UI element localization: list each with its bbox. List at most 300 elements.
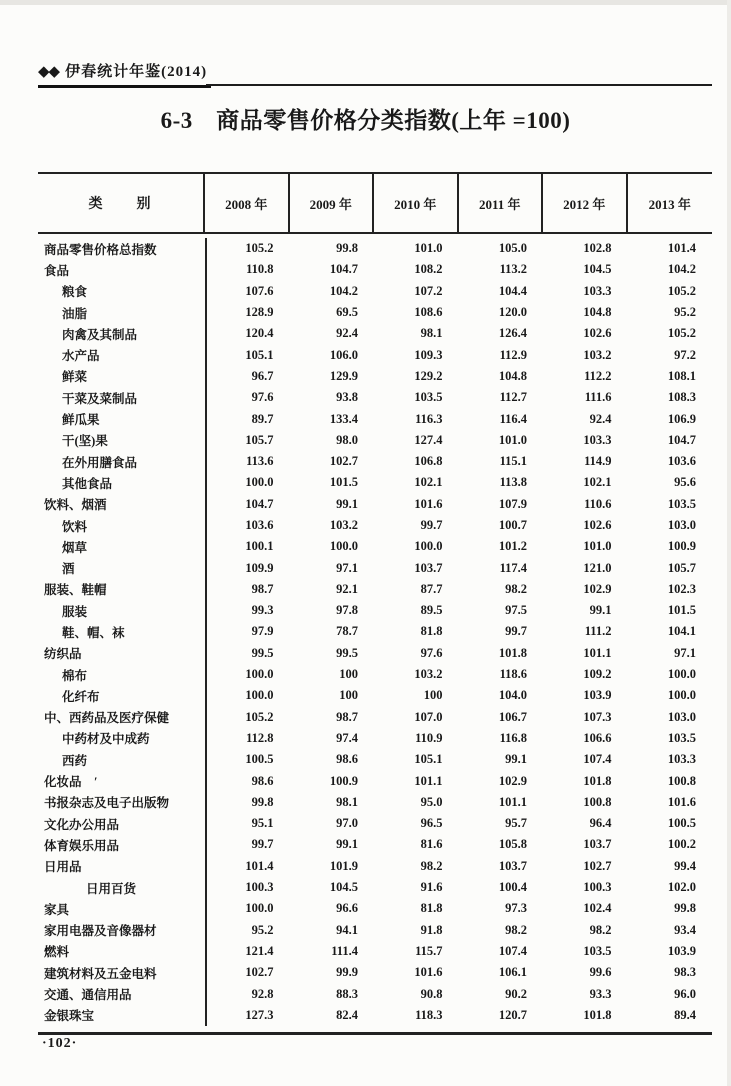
row-value: 104.0 bbox=[498, 688, 527, 703]
row-value: 97.5 bbox=[505, 603, 527, 618]
row-label: 纺织品 bbox=[44, 647, 82, 662]
row-value: 102.7 bbox=[205, 962, 290, 983]
row-label: 鲜瓜果 bbox=[62, 413, 100, 428]
table-row bbox=[38, 1005, 712, 1026]
row-value: 102.6 bbox=[583, 326, 612, 341]
row-value: 111.6 bbox=[584, 390, 612, 405]
row-value: 104.7 bbox=[205, 494, 290, 515]
row-value: 97.4 bbox=[336, 730, 358, 745]
row-value: 109.3 bbox=[414, 347, 443, 362]
header-category: 类 别 bbox=[38, 174, 205, 232]
row-value: 100.8 bbox=[583, 794, 612, 809]
row-value: 99.1 bbox=[336, 496, 358, 511]
row-value: 103.0 bbox=[667, 709, 696, 724]
table-row bbox=[38, 856, 712, 877]
row-value: 111.4 bbox=[331, 943, 358, 958]
running-head-text bbox=[38, 60, 211, 88]
row-value: 99.7 bbox=[420, 518, 443, 532]
row-label: 其他食品 bbox=[62, 476, 113, 491]
row-value: 118.3 bbox=[415, 1007, 443, 1022]
row-label: 鞋、帽、袜 bbox=[62, 625, 125, 640]
row-value: 107.4 bbox=[498, 943, 527, 958]
row-value: 103.3 bbox=[667, 752, 696, 767]
row-value: 105.7 bbox=[205, 430, 290, 451]
header-year-2010: 2010 年 bbox=[374, 174, 459, 232]
row-value: 102.3 bbox=[667, 581, 696, 596]
running-head bbox=[38, 60, 712, 86]
header-year-2011: 2011 年 bbox=[459, 174, 544, 232]
row-value: 100.4 bbox=[498, 880, 527, 895]
row-value: 103.5 bbox=[414, 390, 443, 405]
table-row bbox=[38, 664, 712, 685]
row-value: 107.0 bbox=[414, 709, 443, 724]
row-value: 102.4 bbox=[583, 901, 612, 916]
row-value: 98.7 bbox=[205, 579, 290, 600]
row-value: 90.2 bbox=[505, 986, 527, 1001]
row-value: 99.7 bbox=[505, 624, 527, 639]
row-label: 油脂 bbox=[62, 306, 88, 321]
row-label: 饮料、烟酒 bbox=[44, 498, 107, 513]
row-value: 99.5 bbox=[336, 645, 358, 660]
row-value: 121.4 bbox=[205, 941, 290, 962]
row-value: 97.9 bbox=[205, 621, 290, 642]
table-row bbox=[38, 281, 712, 302]
row-value: 103.7 bbox=[498, 858, 527, 873]
row-value: 92.4 bbox=[336, 326, 358, 341]
row-value: 103.0 bbox=[667, 518, 696, 532]
row-value: 100.9 bbox=[667, 539, 696, 554]
row-value: 121.0 bbox=[583, 560, 612, 575]
row-label: 体育娱乐用品 bbox=[44, 838, 120, 853]
row-value: 112.2 bbox=[584, 368, 612, 383]
row-value: 99.5 bbox=[205, 643, 290, 664]
row-value: 110.9 bbox=[415, 730, 443, 745]
row-value: 105.8 bbox=[498, 837, 527, 852]
running-head-rule bbox=[206, 84, 712, 86]
row-value: 112.9 bbox=[499, 347, 527, 362]
table-row bbox=[38, 515, 712, 536]
row-value: 98.2 bbox=[505, 581, 527, 596]
row-value: 103.5 bbox=[583, 943, 612, 958]
row-label: 中、西药品及医疗保健 bbox=[44, 711, 170, 726]
row-value: 115.7 bbox=[415, 943, 443, 958]
row-value: 113.6 bbox=[205, 451, 290, 472]
row-value: 103.5 bbox=[667, 496, 696, 511]
row-label: 干菜及菜制品 bbox=[62, 391, 138, 406]
row-value: 97.6 bbox=[205, 387, 290, 408]
row-value: 100 bbox=[339, 667, 358, 682]
row-value: 100.0 bbox=[667, 688, 696, 703]
row-value: 108.3 bbox=[667, 390, 696, 405]
row-value: 101.8 bbox=[583, 773, 612, 788]
row-value: 97.8 bbox=[336, 603, 358, 618]
row-value: 99.1 bbox=[336, 837, 358, 852]
row-value: 97.3 bbox=[505, 901, 527, 916]
row-value: 107.4 bbox=[583, 752, 612, 767]
row-value: 103.3 bbox=[583, 283, 612, 298]
row-value: 99.1 bbox=[505, 752, 527, 767]
row-label: 酒 bbox=[62, 562, 75, 577]
row-label: 食品 bbox=[44, 263, 70, 278]
row-label: 商品零售价格总指数 bbox=[44, 242, 157, 257]
row-value: 112.7 bbox=[499, 390, 527, 405]
table-row bbox=[38, 302, 712, 323]
row-value: 107.2 bbox=[414, 283, 443, 298]
row-value: 109.9 bbox=[205, 557, 290, 578]
row-value: 101.0 bbox=[583, 539, 612, 554]
row-value: 81.8 bbox=[420, 624, 443, 639]
row-value: 100.5 bbox=[667, 816, 696, 831]
table-row bbox=[38, 451, 712, 472]
row-value: 106.9 bbox=[667, 411, 696, 426]
row-value: 107.9 bbox=[498, 496, 527, 511]
row-value: 103.6 bbox=[667, 454, 696, 469]
page-number: ·102· bbox=[42, 1036, 78, 1051]
row-value: 100.1 bbox=[205, 536, 290, 557]
row-label: 金银珠宝 bbox=[44, 1009, 95, 1024]
row-value: 82.4 bbox=[336, 1007, 358, 1022]
row-value: 91.8 bbox=[420, 922, 443, 937]
row-value: 99.8 bbox=[205, 792, 290, 813]
row-value: 94.1 bbox=[336, 922, 358, 937]
table-row bbox=[38, 983, 712, 1004]
row-value: 105.1 bbox=[205, 344, 290, 365]
row-label: 日用品 bbox=[44, 860, 82, 875]
table-row bbox=[38, 792, 712, 813]
table-row bbox=[38, 728, 712, 749]
row-label: 家具 bbox=[44, 902, 70, 917]
row-value: 107.6 bbox=[205, 281, 290, 302]
row-value: 95.2 bbox=[205, 920, 290, 941]
row-value: 128.9 bbox=[205, 302, 290, 323]
row-value: 103.9 bbox=[583, 688, 612, 703]
row-value: 95.1 bbox=[205, 813, 290, 834]
scan-edge-top bbox=[0, 0, 731, 5]
row-value: 101.5 bbox=[329, 475, 358, 490]
row-value: 103.9 bbox=[667, 943, 696, 958]
row-value: 101.6 bbox=[667, 794, 696, 809]
row-value: 101.2 bbox=[498, 539, 527, 554]
table-row bbox=[38, 749, 712, 770]
row-value: 114.9 bbox=[584, 454, 612, 469]
row-value: 105.2 bbox=[667, 283, 696, 298]
row-value: 98.2 bbox=[589, 922, 612, 937]
row-value: 120.7 bbox=[498, 1007, 527, 1022]
row-value: 98.7 bbox=[336, 709, 358, 724]
row-value: 102.9 bbox=[498, 773, 527, 788]
table-row bbox=[38, 834, 712, 855]
header-year-2013: 2013 年 bbox=[648, 196, 691, 212]
row-value: 103.2 bbox=[329, 518, 358, 532]
row-value: 120.0 bbox=[498, 305, 527, 320]
row-value: 81.6 bbox=[420, 837, 443, 852]
row-value: 105.2 bbox=[667, 326, 696, 341]
row-value: 113.8 bbox=[499, 475, 527, 490]
row-label: 家用电器及音像器材 bbox=[44, 924, 157, 939]
row-value: 100.8 bbox=[667, 773, 696, 788]
row-value: 99.4 bbox=[674, 858, 696, 873]
row-label: 饮料 bbox=[62, 519, 88, 534]
row-value: 103.7 bbox=[414, 560, 443, 575]
row-label: 干(坚)果 bbox=[62, 434, 108, 449]
row-value: 101.0 bbox=[414, 241, 443, 256]
row-value: 105.0 bbox=[498, 241, 527, 256]
row-label: 文化办公用品 bbox=[44, 817, 120, 832]
row-value: 106.7 bbox=[498, 709, 527, 724]
table-row bbox=[38, 344, 712, 365]
row-value: 120.4 bbox=[205, 323, 290, 344]
table-row bbox=[38, 366, 712, 387]
table-row bbox=[38, 579, 712, 600]
table-row bbox=[38, 323, 712, 344]
row-value: 78.7 bbox=[336, 624, 358, 639]
row-value: 98.1 bbox=[336, 794, 358, 809]
row-value: 106.0 bbox=[329, 347, 358, 362]
row-value: 116.4 bbox=[499, 411, 527, 426]
table-row bbox=[38, 813, 712, 834]
row-value: 100.0 bbox=[205, 898, 290, 919]
row-value: 104.8 bbox=[498, 368, 527, 383]
row-label: 服装、鞋帽 bbox=[44, 583, 107, 598]
row-value: 100.5 bbox=[205, 749, 290, 770]
row-label: 棉布 bbox=[62, 668, 88, 683]
row-value: 97.0 bbox=[336, 816, 358, 831]
row-label: 建筑材料及五金电料 bbox=[44, 966, 157, 981]
row-value: 93.3 bbox=[589, 986, 612, 1001]
row-value: 101.4 bbox=[205, 856, 290, 877]
row-value: 102.6 bbox=[583, 518, 612, 532]
row-value: 102.1 bbox=[414, 475, 443, 490]
row-value: 104.1 bbox=[667, 624, 696, 639]
row-value: 100.0 bbox=[205, 685, 290, 706]
page-title: 6-3 商品零售价格分类指数(上年 =100) bbox=[160, 108, 571, 133]
row-label: 日用百货 bbox=[86, 881, 137, 896]
row-value: 118.6 bbox=[499, 667, 527, 682]
row-label: 燃料 bbox=[44, 945, 70, 960]
row-value: 98.6 bbox=[336, 752, 358, 767]
row-value: 69.5 bbox=[336, 305, 358, 320]
row-value: 96.6 bbox=[336, 901, 358, 916]
row-value: 100.7 bbox=[498, 518, 527, 532]
row-value: 104.8 bbox=[583, 305, 612, 320]
row-label: 烟草 bbox=[62, 540, 88, 555]
row-value: 100.3 bbox=[583, 880, 612, 895]
header-year-2012: 2012 年 bbox=[543, 174, 628, 232]
row-value: 103.5 bbox=[667, 730, 696, 745]
row-value: 97.1 bbox=[674, 645, 696, 660]
row-value: 102.0 bbox=[667, 880, 696, 895]
row-value: 101.8 bbox=[498, 645, 527, 660]
row-value: 116.3 bbox=[415, 411, 443, 426]
row-value: 99.7 bbox=[205, 834, 290, 855]
table-row bbox=[38, 387, 712, 408]
row-value: 101.1 bbox=[414, 773, 443, 788]
table-row bbox=[38, 941, 712, 962]
row-value: 108.2 bbox=[414, 262, 443, 277]
row-value: 101.8 bbox=[583, 1007, 612, 1022]
table-row bbox=[38, 259, 712, 280]
row-value: 100 bbox=[423, 688, 443, 703]
row-value: 100.0 bbox=[667, 667, 696, 682]
row-value: 102.7 bbox=[583, 858, 612, 873]
table-row bbox=[38, 238, 712, 259]
row-value: 106.6 bbox=[583, 730, 612, 745]
row-value: 106.8 bbox=[414, 454, 443, 469]
row-value: 105.7 bbox=[667, 560, 696, 575]
row-value: 133.4 bbox=[329, 411, 358, 426]
header-year-2008: 2008 年 bbox=[205, 174, 290, 232]
row-value: 107.3 bbox=[583, 709, 612, 724]
scan-edge-right bbox=[727, 0, 731, 1086]
row-value: 98.6 bbox=[205, 770, 290, 791]
row-value: 101.5 bbox=[667, 603, 696, 618]
row-value: 96.7 bbox=[205, 366, 290, 387]
row-value: 110.8 bbox=[205, 259, 290, 280]
row-value: 98.2 bbox=[420, 858, 443, 873]
row-value: 100.2 bbox=[667, 837, 696, 852]
row-label: 服装 bbox=[62, 604, 88, 619]
row-value: 127.4 bbox=[414, 432, 443, 447]
row-value: 104.5 bbox=[583, 262, 612, 277]
row-value: 100.0 bbox=[329, 539, 358, 554]
row-value: 101.4 bbox=[667, 241, 696, 256]
table-row bbox=[38, 877, 712, 898]
row-value: 87.7 bbox=[420, 581, 443, 596]
table-row bbox=[38, 408, 712, 429]
row-label: 西药 bbox=[62, 753, 88, 768]
row-label: 化纤布 bbox=[62, 689, 100, 704]
row-value: 102.1 bbox=[583, 475, 612, 490]
row-value: 99.9 bbox=[336, 965, 358, 980]
row-value: 102.7 bbox=[329, 454, 358, 469]
row-label: 化妆品 ′ bbox=[44, 775, 98, 790]
row-label: 书报杂志及电子出版物 bbox=[44, 796, 170, 811]
table-row bbox=[38, 430, 712, 451]
row-value: 106.1 bbox=[498, 965, 527, 980]
row-value: 98.2 bbox=[505, 922, 527, 937]
table-row bbox=[38, 770, 712, 791]
table-row bbox=[38, 536, 712, 557]
table-row bbox=[38, 898, 712, 919]
row-value: 126.4 bbox=[498, 326, 527, 341]
row-value: 103.2 bbox=[414, 667, 443, 682]
row-value: 103.7 bbox=[583, 837, 612, 852]
row-value: 96.5 bbox=[420, 816, 443, 831]
row-value: 99.8 bbox=[336, 241, 358, 256]
table-row bbox=[38, 707, 712, 728]
row-value: 116.8 bbox=[499, 730, 527, 745]
row-value: 96.4 bbox=[589, 816, 612, 831]
row-label: 交通、通信用品 bbox=[44, 988, 132, 1003]
diamond-icon: ◆◆ bbox=[38, 64, 60, 80]
row-value: 101.6 bbox=[414, 496, 443, 511]
row-value: 100.9 bbox=[329, 773, 358, 788]
row-value: 100.0 bbox=[205, 664, 290, 685]
row-label: 肉禽及其制品 bbox=[62, 327, 138, 342]
row-value: 100 bbox=[339, 688, 358, 703]
row-value: 103.2 bbox=[583, 347, 612, 362]
row-value: 92.8 bbox=[205, 983, 290, 1004]
table-header-row bbox=[38, 172, 712, 234]
row-value: 93.4 bbox=[674, 922, 696, 937]
row-value: 110.6 bbox=[584, 496, 612, 511]
row-value: 103.3 bbox=[583, 432, 612, 447]
row-value: 99.3 bbox=[205, 600, 290, 621]
table-row bbox=[38, 920, 712, 941]
row-value: 104.7 bbox=[667, 432, 696, 447]
row-value: 95.2 bbox=[674, 305, 696, 320]
row-value: 127.3 bbox=[205, 1005, 290, 1026]
row-value: 117.4 bbox=[499, 560, 527, 575]
row-value: 108.1 bbox=[667, 368, 696, 383]
table-row bbox=[38, 600, 712, 621]
row-value: 89.4 bbox=[674, 1007, 696, 1022]
table-row bbox=[38, 472, 712, 493]
row-value: 115.1 bbox=[499, 454, 527, 469]
row-value: 105.1 bbox=[414, 752, 443, 767]
row-value: 99.1 bbox=[589, 603, 612, 618]
row-value: 98.0 bbox=[336, 432, 358, 447]
row-value: 104.5 bbox=[329, 880, 358, 895]
row-label: 水产品 bbox=[62, 349, 100, 364]
row-value: 102.8 bbox=[583, 241, 612, 256]
row-value: 97.2 bbox=[674, 347, 696, 362]
row-value: 89.5 bbox=[420, 603, 443, 618]
header-year-2009: 2009 年 bbox=[290, 174, 375, 232]
row-value: 88.3 bbox=[336, 986, 358, 1001]
row-value: 108.6 bbox=[414, 305, 443, 320]
row-value: 100.3 bbox=[205, 877, 290, 898]
row-value: 98.1 bbox=[420, 326, 443, 341]
row-value: 113.2 bbox=[499, 262, 527, 277]
row-value: 100.0 bbox=[205, 472, 290, 493]
row-value: 89.7 bbox=[205, 408, 290, 429]
row-value: 104.2 bbox=[667, 262, 696, 277]
row-value: 105.2 bbox=[205, 707, 290, 728]
table-row bbox=[38, 685, 712, 706]
row-value: 97.1 bbox=[336, 560, 358, 575]
table-row bbox=[38, 494, 712, 515]
row-value: 102.9 bbox=[583, 581, 612, 596]
row-value: 91.6 bbox=[420, 880, 443, 895]
table-body bbox=[38, 234, 712, 1035]
row-value: 129.2 bbox=[414, 368, 443, 383]
row-value: 101.1 bbox=[583, 645, 612, 660]
row-value: 92.4 bbox=[589, 411, 612, 426]
row-value: 112.8 bbox=[205, 728, 290, 749]
table-row bbox=[38, 557, 712, 578]
row-value: 104.7 bbox=[329, 262, 358, 277]
row-value: 95.0 bbox=[420, 794, 443, 809]
row-value: 111.2 bbox=[584, 624, 612, 639]
row-value: 96.0 bbox=[674, 986, 696, 1001]
row-value: 93.8 bbox=[336, 390, 358, 405]
row-value: 81.8 bbox=[420, 901, 443, 916]
row-value: 105.2 bbox=[205, 238, 290, 259]
row-value: 90.8 bbox=[420, 986, 443, 1001]
row-value: 104.4 bbox=[498, 283, 527, 298]
row-value: 103.6 bbox=[205, 515, 290, 536]
row-value: 101.6 bbox=[414, 965, 443, 980]
yearbook-name: 伊春统计年鉴(2014) bbox=[65, 64, 208, 80]
row-label: 鲜菜 bbox=[62, 370, 88, 385]
row-value: 92.1 bbox=[336, 581, 358, 596]
row-value: 95.6 bbox=[674, 475, 696, 490]
table-row bbox=[38, 621, 712, 642]
table-row bbox=[38, 962, 712, 983]
row-label: 粮食 bbox=[62, 285, 88, 300]
row-label: 中药材及中成药 bbox=[62, 732, 150, 747]
